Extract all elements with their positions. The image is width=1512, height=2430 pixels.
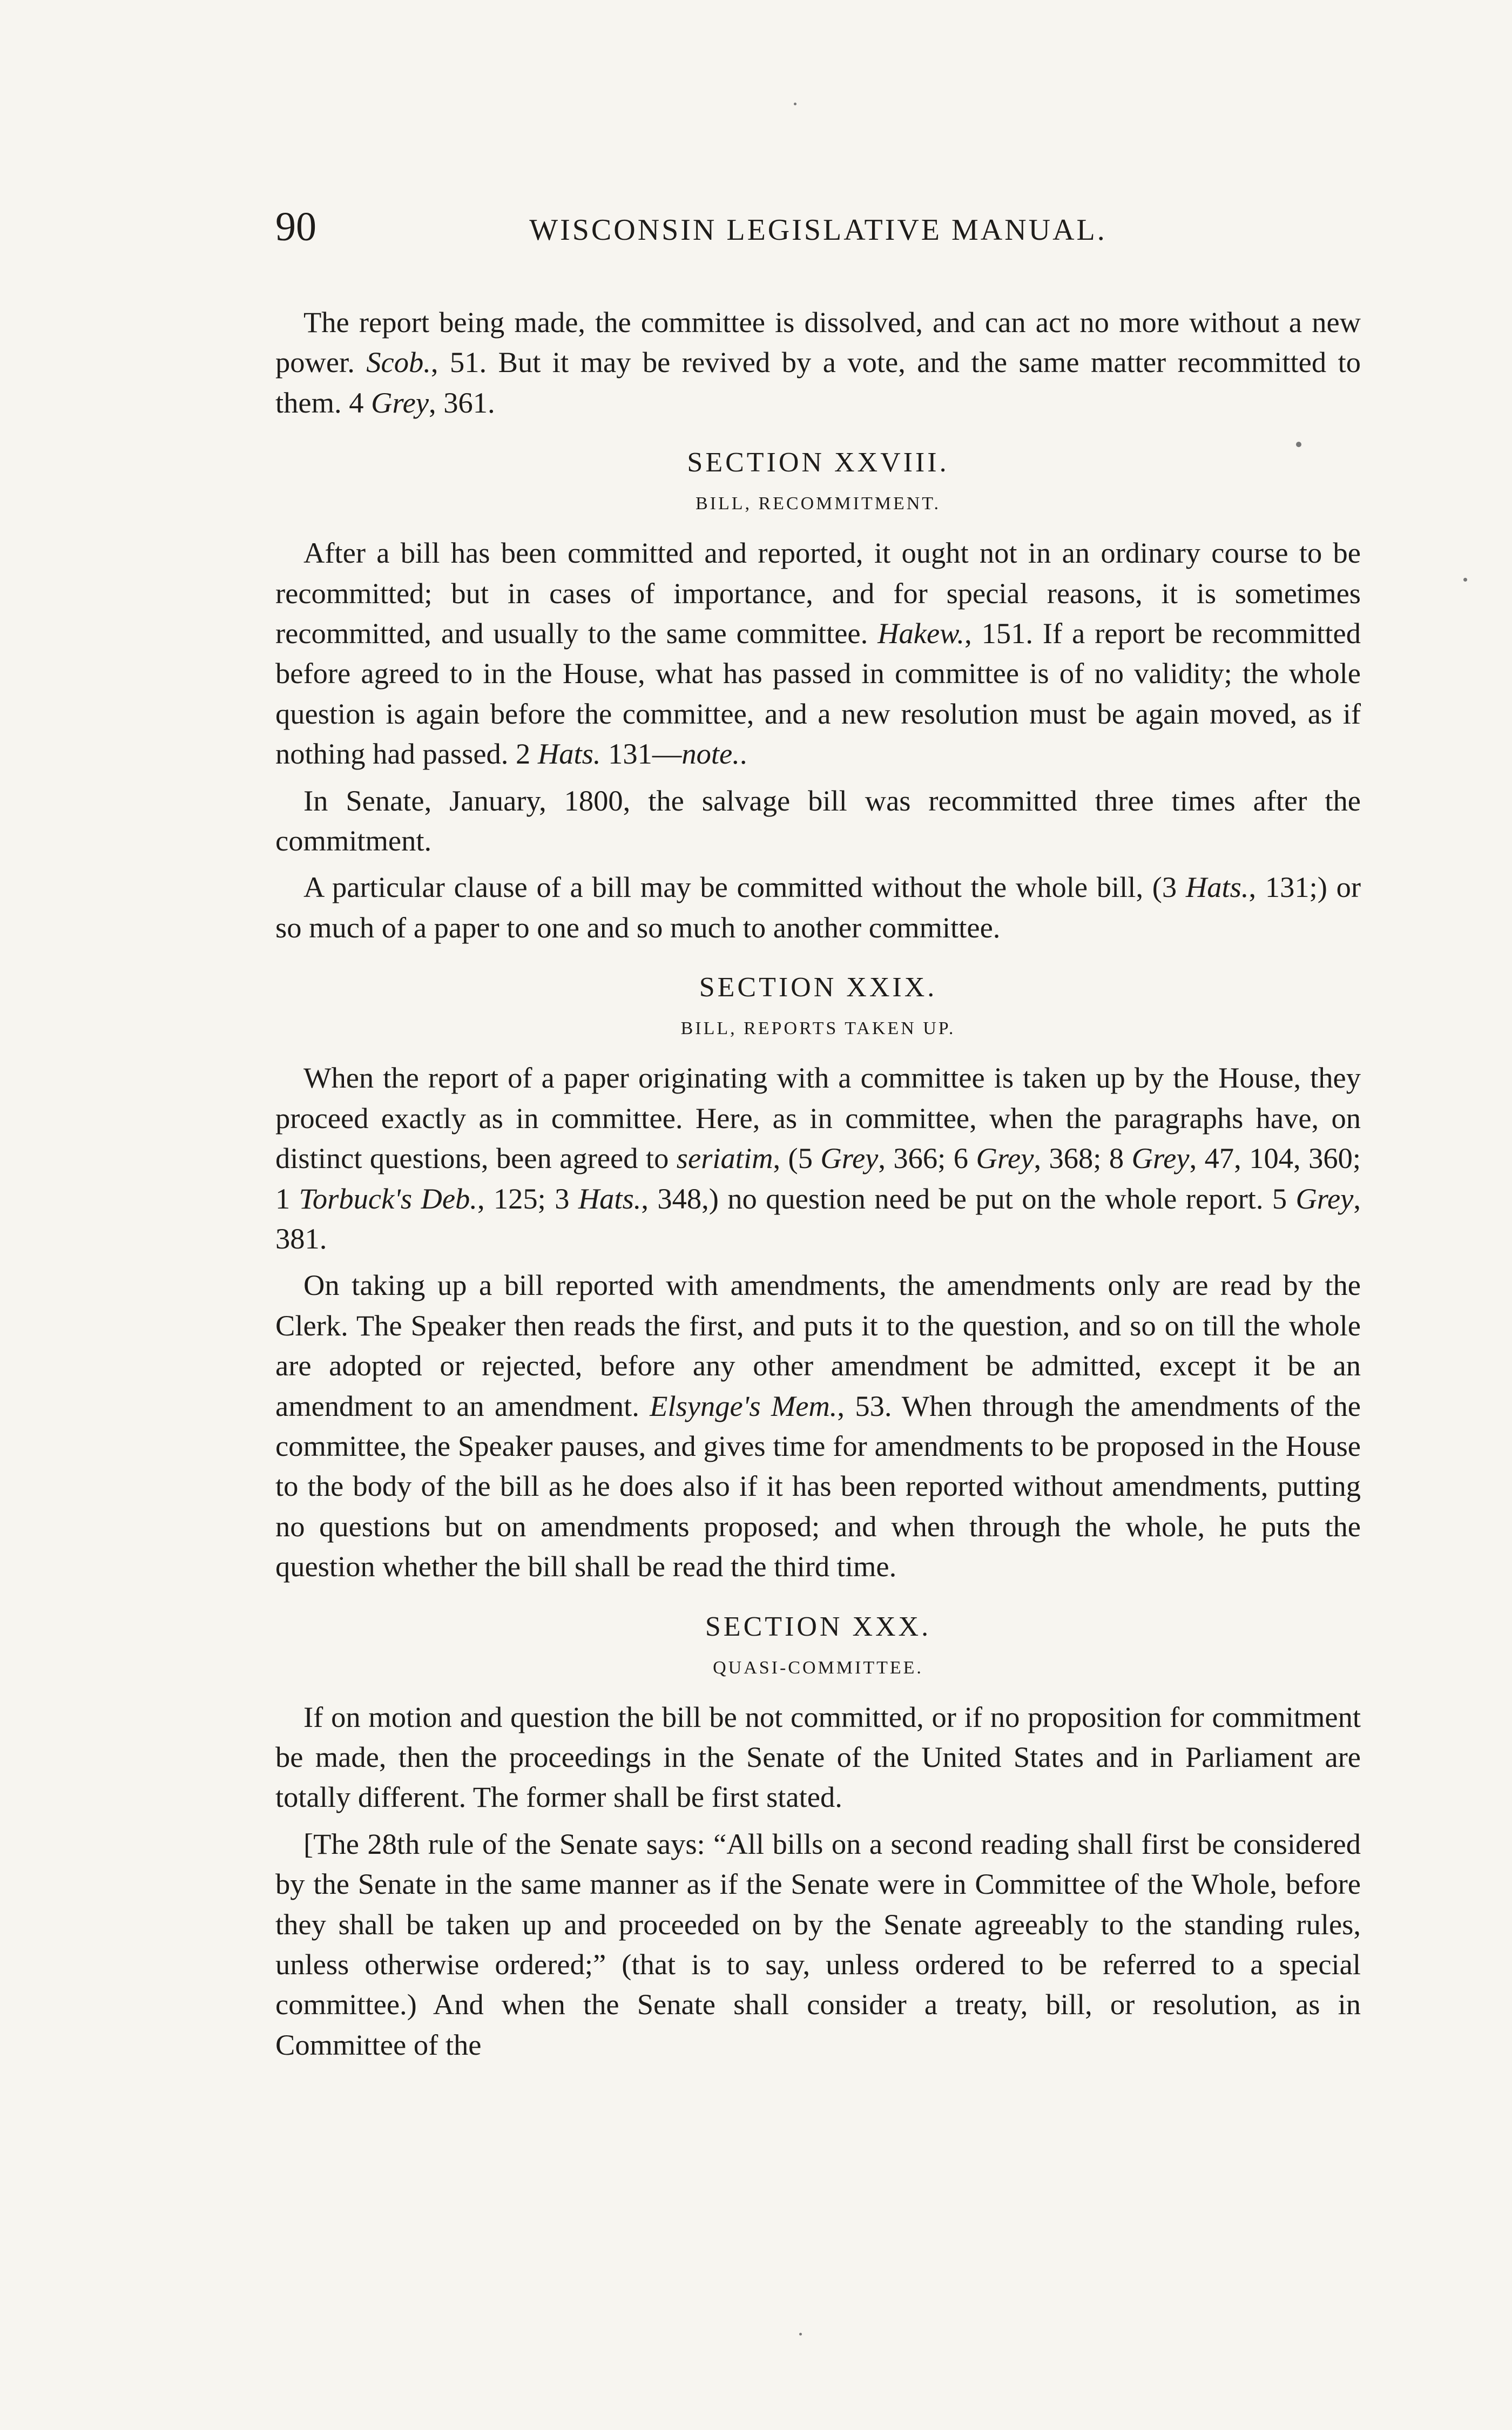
text-run: , 125; 3: [477, 1182, 578, 1215]
text-run: , 368; 8: [1034, 1142, 1132, 1175]
paragraph: [275, 1824, 1361, 2065]
citation-italic: Hakew.: [878, 617, 965, 650]
scan-speck: [799, 2333, 802, 2336]
text-run: If on motion and question the bill be not committed, or if no proposition for commitment be made, then the proceedings in the Senate of the United States and in Parliament are totally different. The former shall be first stated.: [275, 1700, 1361, 1814]
text-run: After a bill has been committed and reported, it ought not in an ordinary course to be recommitted; but in cases of importance, and for special reasons, it is sometimes recommitted, and usually to the same committee.: [275, 536, 1361, 650]
citation-italic: seriatim: [676, 1142, 773, 1175]
citation-italic: note.: [681, 737, 740, 771]
scan-speck: [1463, 578, 1467, 582]
paragraph: [275, 781, 1361, 861]
section-subheading: QUASI-COMMITTEE.: [713, 1657, 923, 1678]
paragraph: [275, 302, 1361, 423]
text-run: , 53. When through the amendments of the committee, the Speaker pauses, and gives time for amendments to be proposed in the House to the body of the bill as he does also if it has been reported without amendments, putting no questions but on amendments proposed; and when through the whole, he puts the question whether the bill shall be read the third time.: [275, 1389, 1361, 1583]
citation-italic: Grey: [820, 1142, 879, 1175]
citation-italic: Torbuck's Deb.: [299, 1182, 477, 1215]
paragraph: [275, 1058, 1361, 1259]
citation-italic: Hats.: [537, 737, 601, 771]
citation-italic: Grey: [1131, 1142, 1190, 1175]
text-run: , (5: [773, 1142, 821, 1175]
text-run: 131—: [600, 737, 682, 771]
text-run: .: [739, 737, 747, 771]
text-run: On taking up a bill reported with amendments, the amendments only are read by the Clerk. The Speaker then reads the first, and puts it to the question, and so on till the whole are adopted or rejected, before any other amendment be admitted, except it be an amendment to an amendment.: [275, 1268, 1361, 1422]
text-run: , 131;) or so much of a paper to one and so much to another committee.: [275, 870, 1361, 944]
text-run: , 381.: [275, 1182, 1361, 1255]
text-run: , 366; 6: [878, 1142, 976, 1175]
citation-italic: Scob.: [366, 346, 431, 379]
citation-italic: Hats.: [1185, 870, 1249, 904]
citation-italic: Hats.: [578, 1182, 642, 1215]
text-run: , 151. If a report be recommitted before agreed to in the House, what has passed in committee is of no validity; the whole question is again before the committee, and a new resolution must be again moved, as if nothing had passed. 2: [275, 617, 1361, 771]
section-subheading: BILL, REPORTS TAKEN UP.: [680, 1018, 956, 1039]
paragraph: [275, 533, 1361, 774]
section-heading: SECTION XXVIII.: [687, 447, 949, 478]
text-run: In Senate, January, 1800, the salvage bill was recommitted three times after the commitment.: [275, 784, 1361, 858]
running-head: WISCONSIN LEGISLATIVE MANUAL.: [529, 213, 1107, 247]
paragraph: [275, 1265, 1361, 1587]
section-subheading: BILL, RECOMMITMENT.: [695, 494, 941, 514]
text-run: [The 28th rule of the Senate says: “All bills on a second reading shall first be considered by the Senate in the same manner as if the Senate were in Committee of the Whole, before they shall be taken up and proceeded on by the Senate agreeably to the standing rules, unless otherwise ordered;” (that is to say, unless ordered to be referred to a special committee.) And when the Senate shall consider a treaty, bill, or resolution, as in Committee of the: [275, 1827, 1361, 2061]
text-run: The report being made, the committee is dissolved, and can act no more without a new power.: [275, 306, 1361, 379]
citation-italic: Grey: [371, 386, 429, 419]
paragraph: [275, 867, 1361, 948]
paragraph: [275, 1697, 1361, 1818]
section-heading: SECTION XXIX.: [699, 972, 937, 1003]
scan-speck: [1296, 442, 1301, 447]
text-run: , 361.: [429, 386, 495, 419]
citation-italic: Elsynge's Mem.: [650, 1389, 838, 1422]
scan-speck: [794, 103, 796, 105]
body-text: [275, 302, 1361, 2071]
citation-italic: Grey: [976, 1142, 1034, 1175]
text-run: , 47, 104, 360; 1: [275, 1142, 1361, 1215]
text-run: A particular clause of a bill may be committed without the whole bill, (3: [303, 870, 1186, 904]
section-heading: SECTION XXX.: [705, 1611, 932, 1642]
page-number: 90: [275, 204, 316, 249]
citation-italic: Grey: [1295, 1182, 1354, 1215]
text-run: When the report of a paper originating with a committee is taken up by the House, they proceed exactly as in committee. Here, as in committee, when the paragraphs have, on distinct questions, been agreed to: [275, 1061, 1361, 1175]
text-run: , 348,) no question need be put on the whole report. 5: [641, 1182, 1296, 1215]
page-header: [275, 200, 1361, 259]
text-run: , 51. But it may be revived by a vote, and the same matter recommitted to them. 4: [275, 346, 1361, 419]
